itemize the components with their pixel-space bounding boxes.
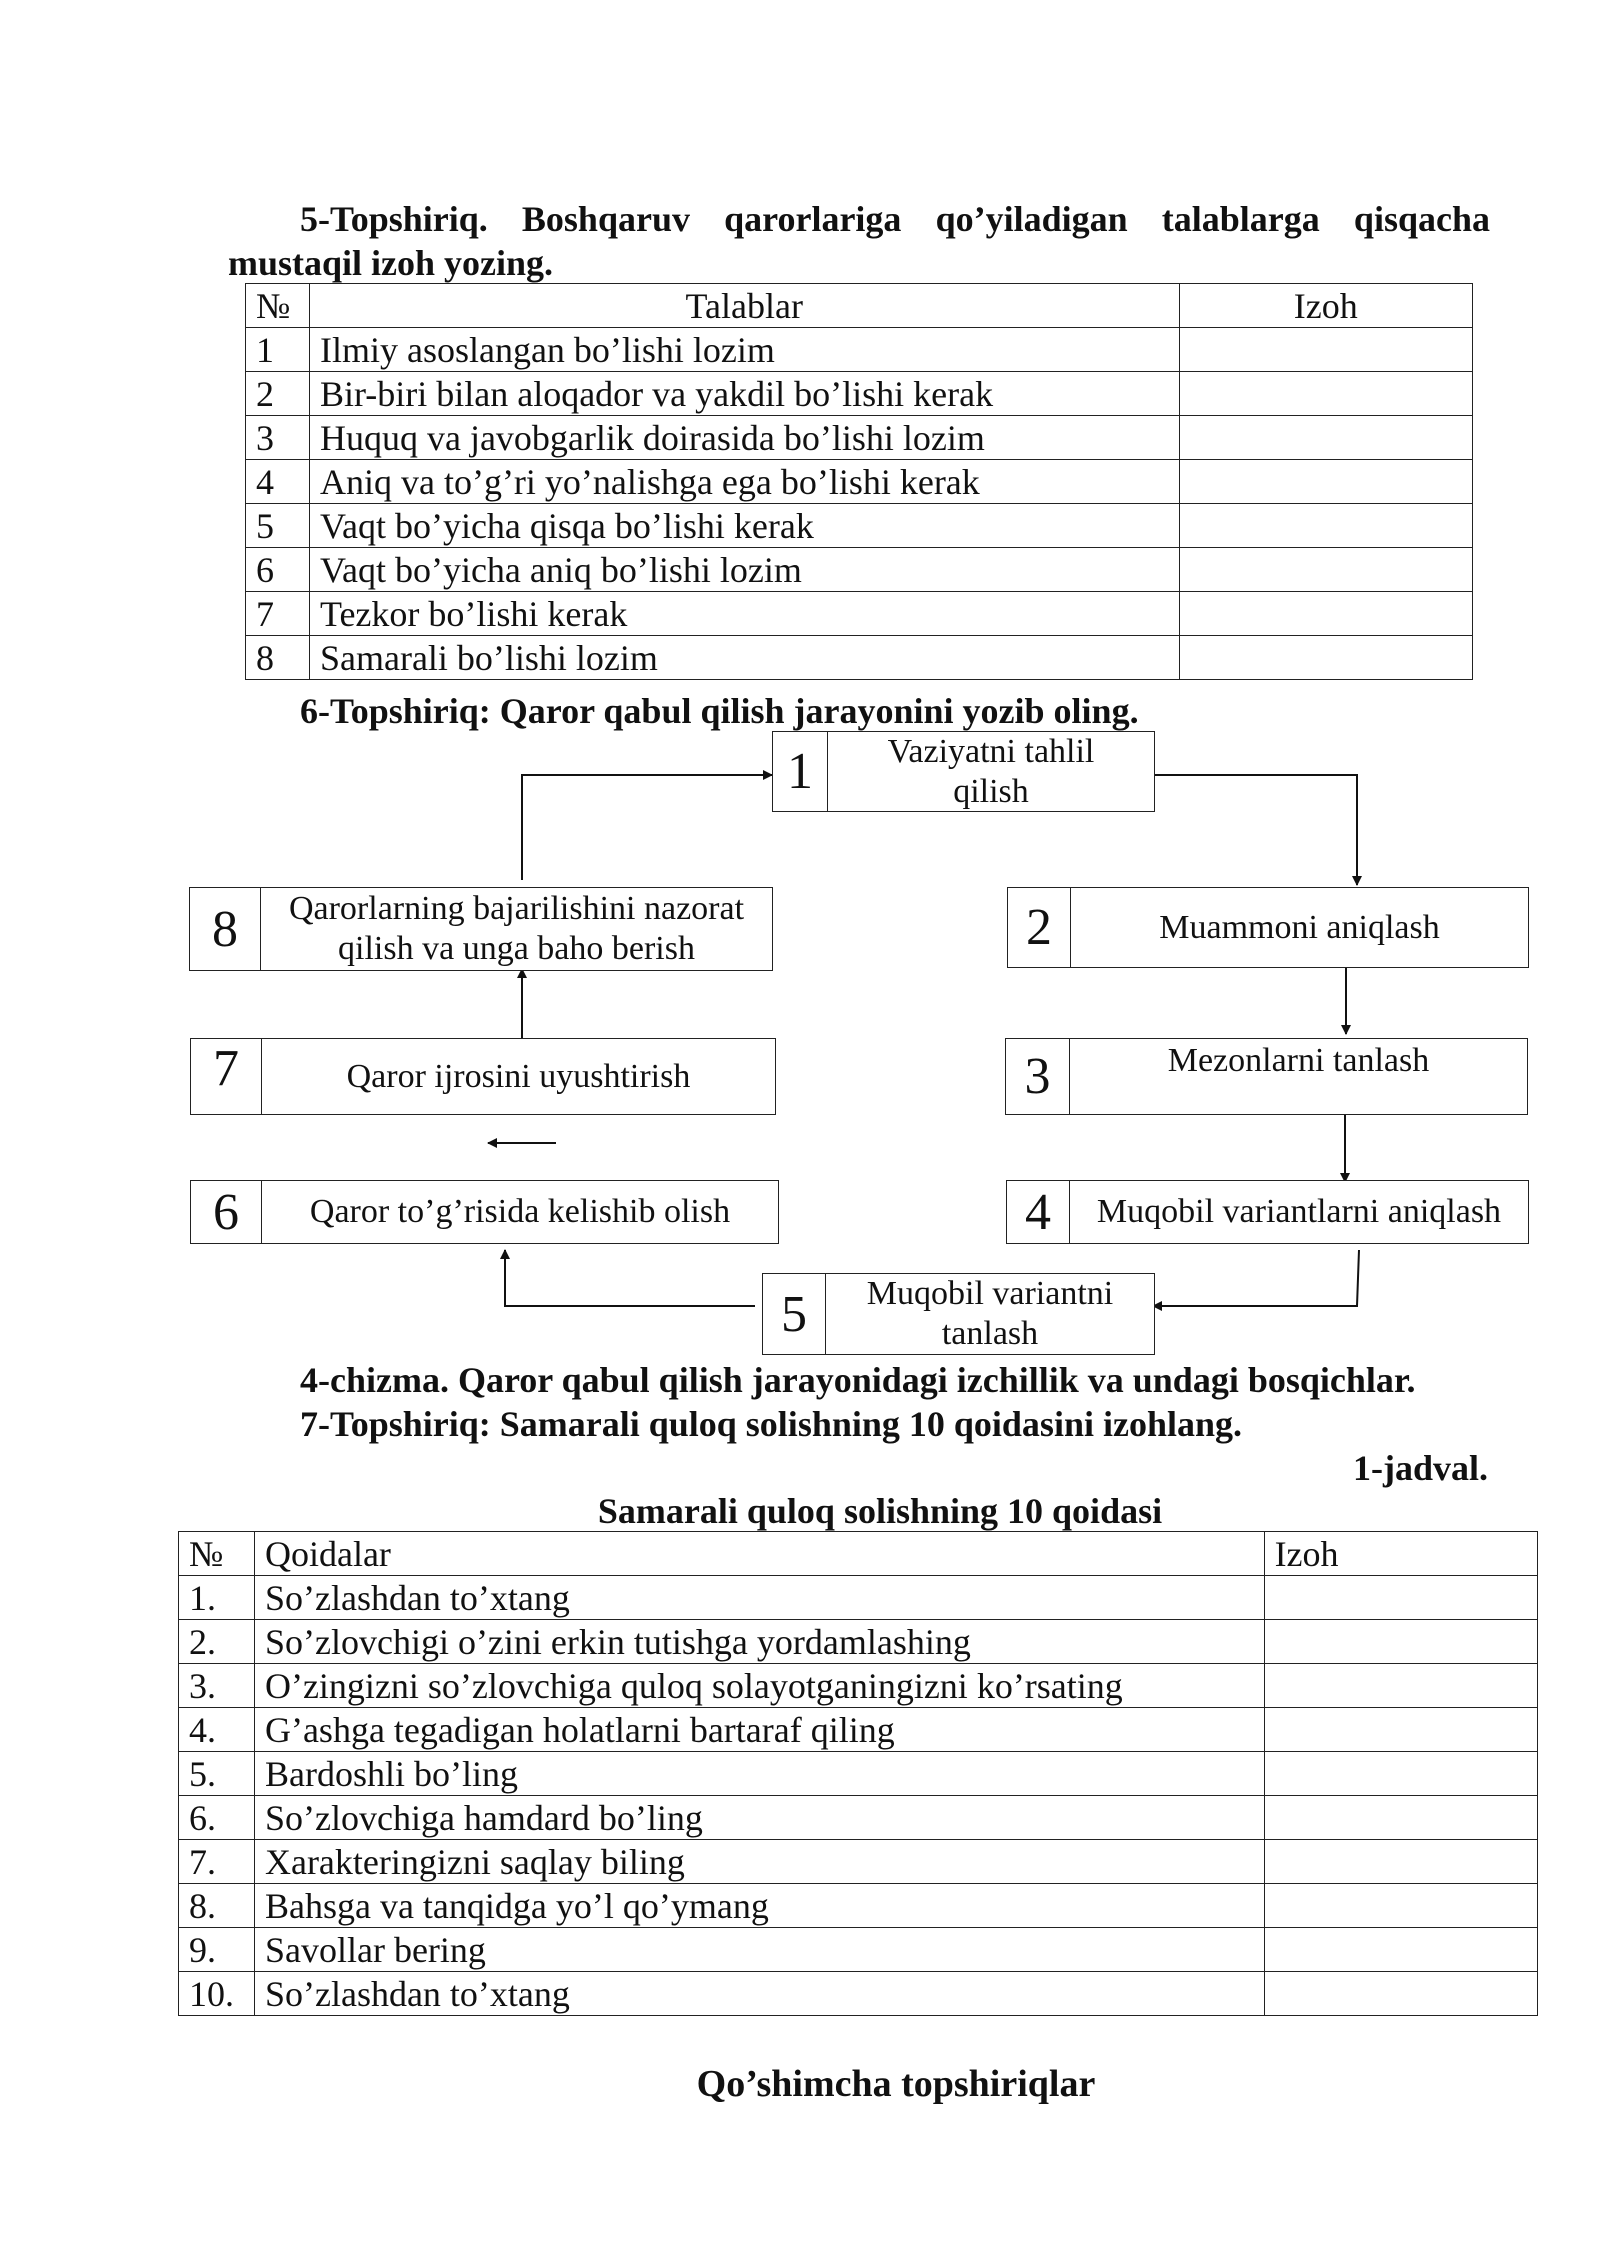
- flow-step-3: [1005, 1038, 1528, 1115]
- row-text: Aniq va to’g’ri yo’nalishga ega bo’lishi kerak: [309, 460, 1179, 504]
- row-comment[interactable]: [1264, 1576, 1537, 1620]
- step-label: Muqobil variantni tanlash: [866, 1275, 1114, 1352]
- table-row: [246, 592, 1473, 636]
- row-number: 3.: [179, 1664, 255, 1708]
- row-text: So’zlovchiga hamdard bo’ling: [254, 1796, 1264, 1840]
- row-number: 10.: [179, 1972, 255, 2016]
- row-text: Bir-biri bilan aloqador va yakdil bo’lishi kerak: [309, 372, 1179, 416]
- row-comment[interactable]: [1264, 1664, 1537, 1708]
- table-row: [246, 372, 1473, 416]
- step-label: Qaror to’g’risida kelishib olish: [309, 1193, 731, 1230]
- row-comment[interactable]: [1179, 328, 1472, 372]
- table-row: [179, 1664, 1538, 1708]
- column-header-number: №: [246, 284, 310, 328]
- task7-title: 7-Topshiriq: Samarali quloq solishning 10 qoidasini izohlang.: [300, 1404, 1242, 1444]
- row-comment[interactable]: [1264, 1972, 1537, 2016]
- step-label: Qarorlarning bajarilishini nazorat qilish va unga baho berish: [288, 890, 745, 967]
- table-row: [246, 416, 1473, 460]
- table-row: [179, 1796, 1538, 1840]
- row-number: 5.: [179, 1752, 255, 1796]
- row-comment[interactable]: [1179, 548, 1472, 592]
- row-number: 1: [246, 328, 310, 372]
- row-number: 8: [246, 636, 310, 680]
- requirements-table: [245, 283, 1473, 680]
- row-number: 2.: [179, 1620, 255, 1664]
- table-row: [179, 1840, 1538, 1884]
- column-header-number: №: [179, 1532, 255, 1576]
- task5-title-word: Boshqaruv: [521, 199, 690, 239]
- table-row: [179, 1884, 1538, 1928]
- table-row: [246, 548, 1473, 592]
- listening-rules-table: [178, 1531, 1538, 2016]
- task5-title-word: qo’yiladigan: [935, 199, 1128, 239]
- row-comment[interactable]: [1264, 1884, 1537, 1928]
- row-text: Ilmiy asoslangan bo’lishi lozim: [309, 328, 1179, 372]
- step-number: 3: [1006, 1039, 1070, 1114]
- arrow-1-to-2: [1153, 775, 1357, 885]
- step-label: Muqobil variantlarni aniqlash: [1096, 1193, 1502, 1230]
- row-text: G’ashga tegadigan holatlarni bartaraf qiling: [254, 1708, 1264, 1752]
- row-comment[interactable]: [1264, 1796, 1537, 1840]
- flow-step-6: [190, 1180, 779, 1244]
- step-number: 8: [190, 888, 261, 970]
- table-row: [179, 1752, 1538, 1796]
- row-comment[interactable]: [1264, 1928, 1537, 1972]
- row-comment[interactable]: [1179, 592, 1472, 636]
- table-row: [179, 1928, 1538, 1972]
- row-number: 4: [246, 460, 310, 504]
- table-row: [179, 1576, 1538, 1620]
- flow-step-4: [1006, 1180, 1529, 1244]
- step-label: Qaror ijrosini uyushtirish: [346, 1057, 691, 1095]
- row-text: So’zlashdan to’xtang: [254, 1972, 1264, 2016]
- step-number: 6: [191, 1181, 262, 1243]
- task5-title-word: talablarga: [1161, 199, 1320, 239]
- row-text: Bardoshli bo’ling: [254, 1752, 1264, 1796]
- row-number: 5: [246, 504, 310, 548]
- row-text: So’zlashdan to’xtang: [254, 1576, 1264, 1620]
- task5-title-word: 5-Topshiriq.: [300, 199, 488, 239]
- flow-step-5: [762, 1273, 1155, 1355]
- table-row: [179, 1620, 1538, 1664]
- row-comment[interactable]: [1179, 460, 1472, 504]
- table-row: [246, 328, 1473, 372]
- task6-title: 6-Topshiriq: Qaror qabul qilish jarayonini yozib oling.: [300, 691, 1139, 731]
- table-label: 1-jadval.: [1353, 1448, 1488, 1488]
- row-number: 6.: [179, 1796, 255, 1840]
- step-number: 5: [763, 1274, 826, 1354]
- step-label: Vaziyatni tahlil qilish: [887, 732, 1095, 810]
- arrow-5-to-6: [505, 1250, 755, 1306]
- row-number: 7: [246, 592, 310, 636]
- figure-caption: 4-chizma. Qaror qabul qilish jarayonidagi izchillik va undagi bosqichlar.: [300, 1360, 1416, 1400]
- table-row: [246, 636, 1473, 680]
- row-number: 3: [246, 416, 310, 460]
- column-header-comment: Izoh: [1179, 284, 1472, 328]
- task5-title-word: qisqacha: [1353, 199, 1490, 239]
- arrow-4-to-5: [1153, 1250, 1359, 1306]
- flow-step-2: [1007, 887, 1529, 968]
- row-comment[interactable]: [1179, 504, 1472, 548]
- flow-step-8: [189, 887, 773, 971]
- column-header-rules: Qoidalar: [254, 1532, 1264, 1576]
- flow-step-1: [772, 731, 1155, 812]
- row-number: 4.: [179, 1708, 255, 1752]
- table-title: Samarali quloq solishning 10 qoidasi: [597, 1491, 1163, 1531]
- row-comment[interactable]: [1264, 1708, 1537, 1752]
- row-text: Vaqt bo’yicha aniq bo’lishi lozim: [309, 548, 1179, 592]
- step-label: Muammoni aniqlash: [1159, 908, 1440, 946]
- row-number: 6: [246, 548, 310, 592]
- row-comment[interactable]: [1179, 416, 1472, 460]
- table-row: [246, 460, 1473, 504]
- step-label: Mezonlarni tanlash: [1167, 1042, 1430, 1079]
- task5-title-line2: mustaqil izoh yozing.: [228, 243, 554, 283]
- row-text: So’zlovchigi o’zini erkin tutishga yordamlashing: [254, 1620, 1264, 1664]
- row-text: Savollar bering: [254, 1928, 1264, 1972]
- row-text: Tezkor bo’lishi kerak: [309, 592, 1179, 636]
- step-number: 1: [773, 732, 828, 811]
- row-text: Huquq va javobgarlik doirasida bo’lishi lozim: [309, 416, 1179, 460]
- row-text: Xarakteringizni saqlay biling: [254, 1840, 1264, 1884]
- row-text: Samarali bo’lishi lozim: [309, 636, 1179, 680]
- table-header-row: [246, 284, 1473, 328]
- row-number: 1.: [179, 1576, 255, 1620]
- table-row: [179, 1708, 1538, 1752]
- table-header-row: [179, 1532, 1538, 1576]
- task5-title-line1: [300, 198, 1490, 240]
- flow-step-7: [190, 1038, 776, 1115]
- additional-tasks-title: Qo’shimcha topshiriqlar: [696, 2063, 1096, 2105]
- row-comment[interactable]: [1264, 1752, 1537, 1796]
- row-number: 7.: [179, 1840, 255, 1884]
- row-text: Vaqt bo’yicha qisqa bo’lishi kerak: [309, 504, 1179, 548]
- row-comment[interactable]: [1179, 372, 1472, 416]
- row-comment[interactable]: [1179, 636, 1472, 680]
- step-number: 4: [1007, 1181, 1070, 1243]
- row-comment[interactable]: [1264, 1620, 1537, 1664]
- step-number: 2: [1008, 888, 1071, 967]
- row-number: 8.: [179, 1884, 255, 1928]
- row-text: Bahsga va tanqidga yo’l qo’ymang: [254, 1884, 1264, 1928]
- row-text: O’zingizni so’zlovchiga quloq solayotganingizni ko’rsating: [254, 1664, 1264, 1708]
- table-row: [179, 1972, 1538, 2016]
- arrow-8-to-1: [522, 775, 772, 880]
- column-header-comment: Izoh: [1264, 1532, 1537, 1576]
- step-number: 7: [191, 1039, 262, 1114]
- row-comment[interactable]: [1264, 1840, 1537, 1884]
- column-header-requirements: Talablar: [309, 284, 1179, 328]
- row-number: 2: [246, 372, 310, 416]
- row-number: 9.: [179, 1928, 255, 1972]
- table-row: [246, 504, 1473, 548]
- task5-title-word: qarorlariga: [724, 199, 902, 239]
